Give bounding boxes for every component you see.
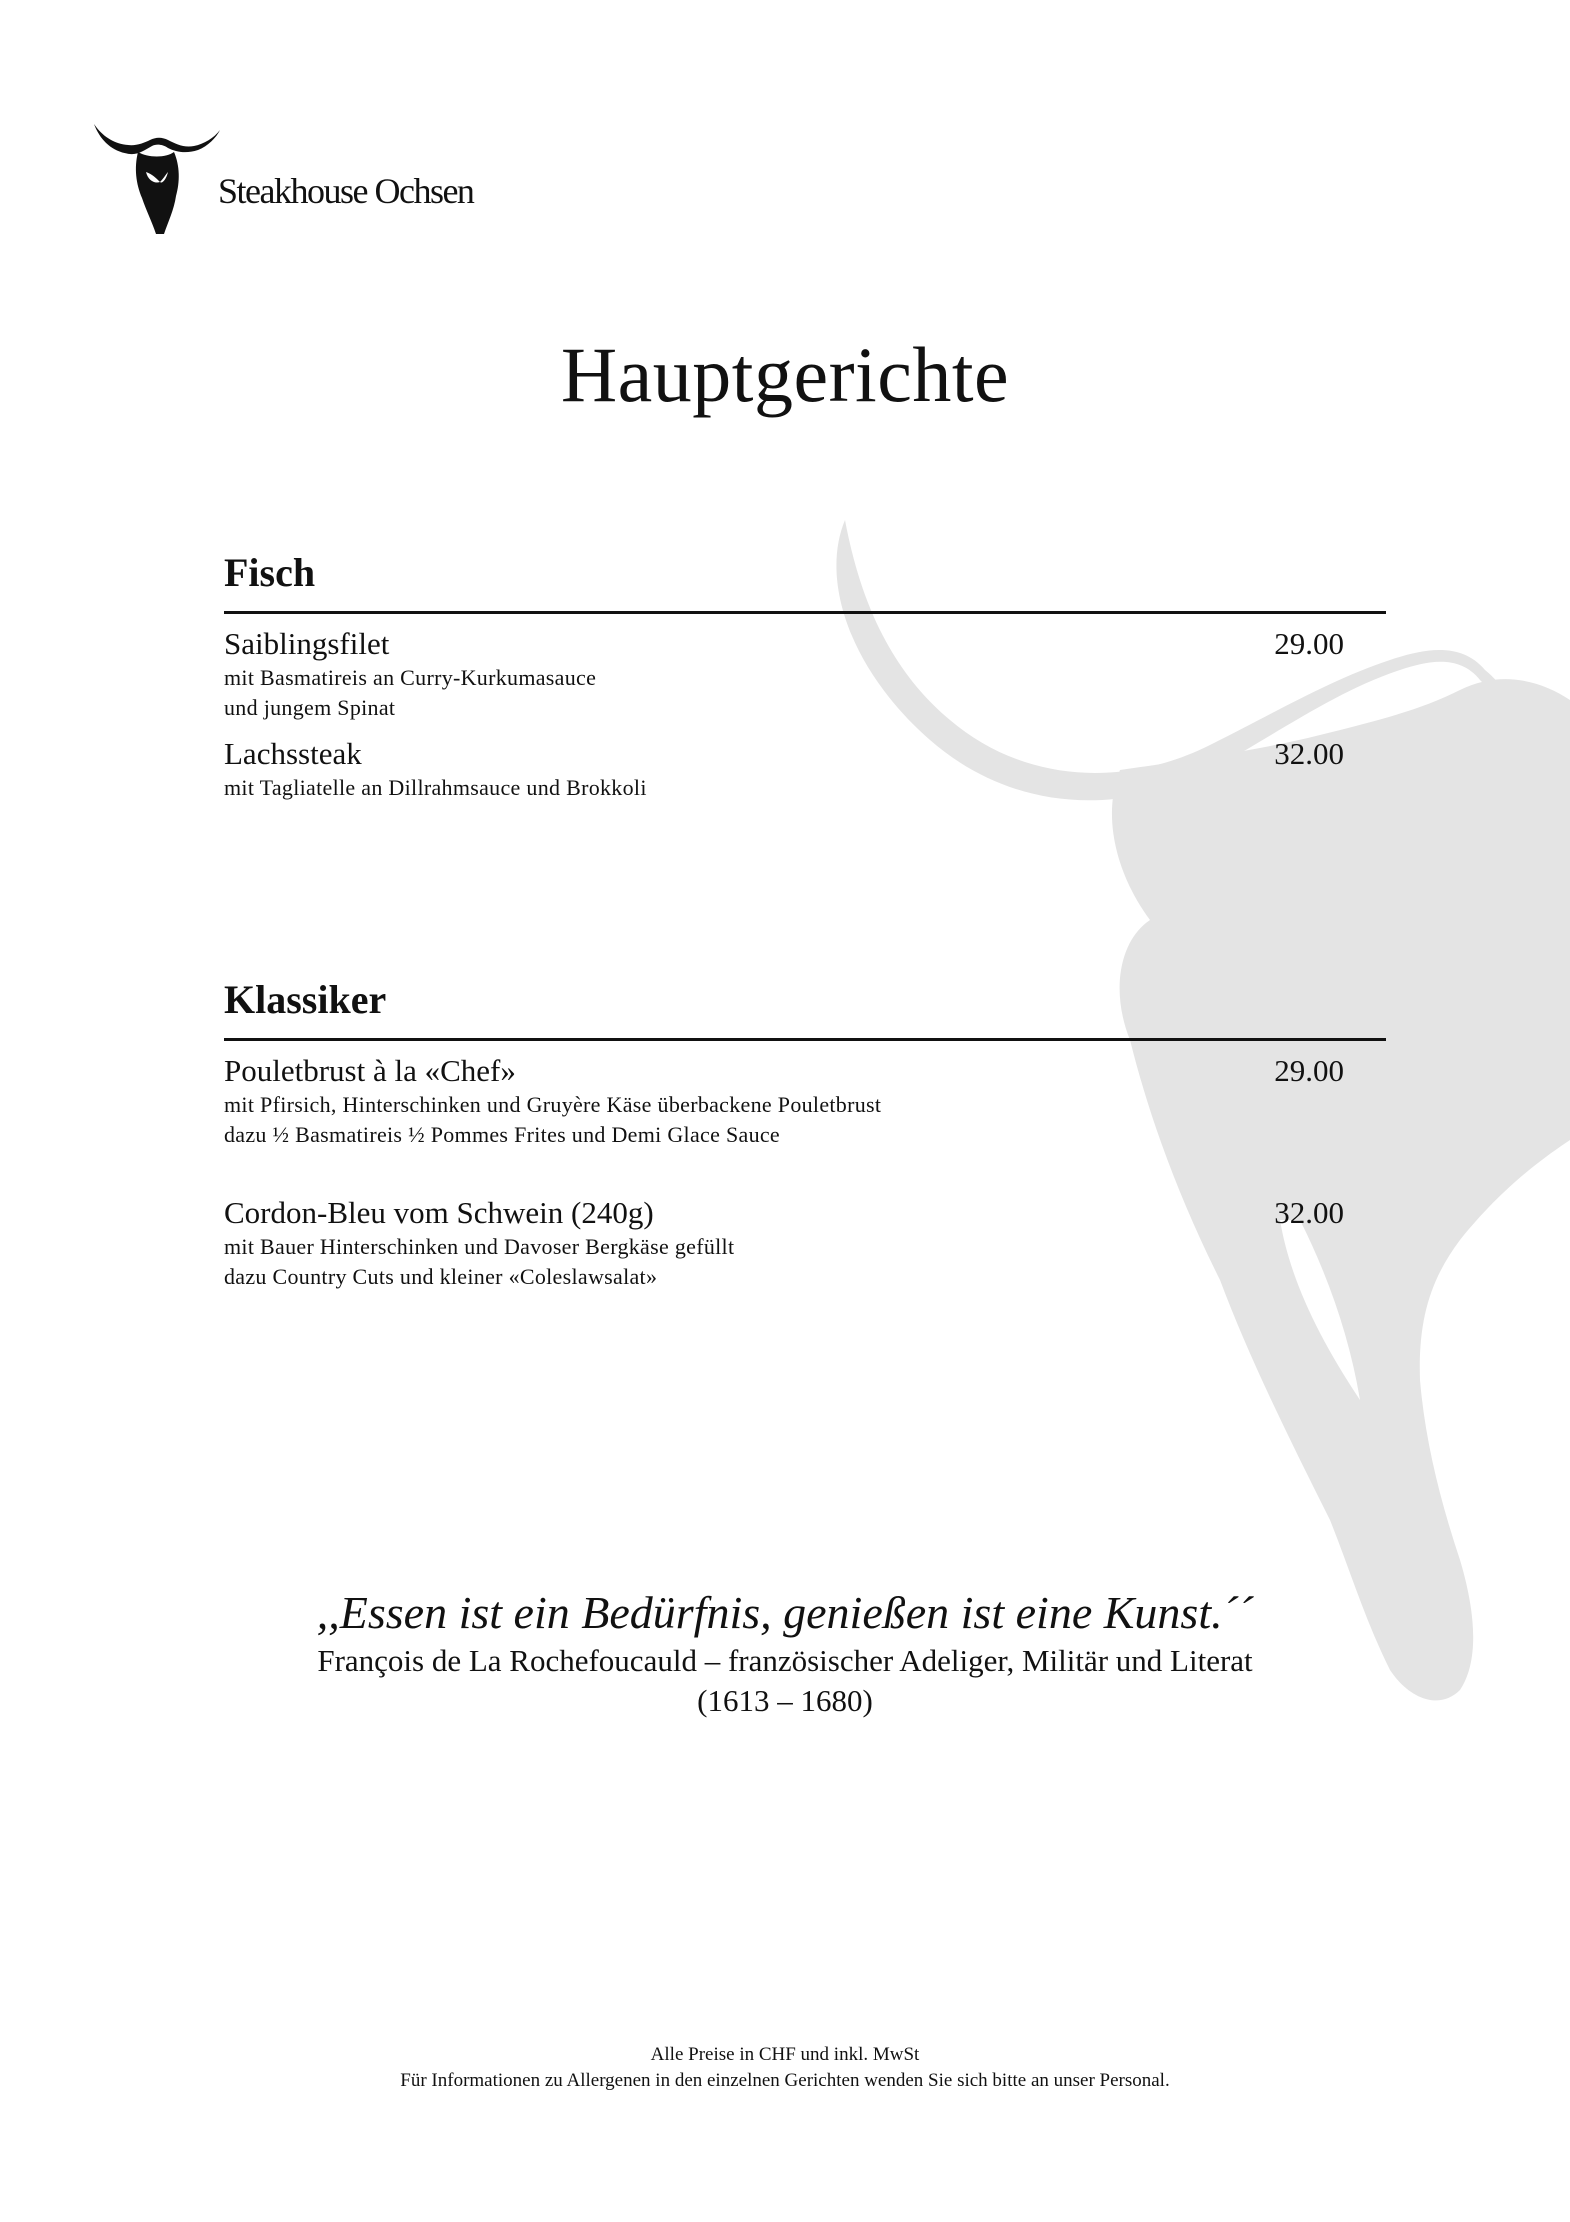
footer-prices-note: Alle Preise in CHF und inkl. MwSt bbox=[650, 2044, 920, 2065]
section-fisch bbox=[224, 545, 1386, 800]
menu-item bbox=[224, 625, 1344, 723]
quote-text: ,,Essen ist ein Bedürfnis, genießen ist eine Kunst.´´ bbox=[316, 1587, 1254, 1638]
item-description: dazu ½ Basmatireis ½ Pommes Frites und Demi Glace Sauce bbox=[224, 1122, 780, 1147]
item-name: Cordon-Bleu vom Schwein (240g) bbox=[224, 1195, 654, 1230]
brand-name: Steakhouse Ochsen bbox=[218, 171, 474, 211]
item-price: 32.00 bbox=[1274, 1195, 1344, 1230]
quote-block bbox=[0, 1585, 1570, 1721]
item-description: mit Bauer Hinterschinken und Davoser Bergkäse gefüllt bbox=[224, 1234, 735, 1259]
item-price: 32.00 bbox=[1274, 736, 1344, 771]
quote-author: François de La Rochefoucauld – französischer Adeliger, Militär und Literat bbox=[317, 1643, 1253, 1678]
menu-item bbox=[224, 1052, 1344, 1150]
item-name: Saiblingsfilet bbox=[224, 626, 390, 661]
item-description: mit Pfirsich, Hinterschinken und Gruyère Käse überbackene Pouletbrust bbox=[224, 1092, 882, 1117]
item-price: 29.00 bbox=[1274, 1053, 1344, 1088]
item-description: mit Tagliatelle an Dillrahmsauce und Brokkoli bbox=[224, 775, 647, 800]
quote-years: (1613 – 1680) bbox=[697, 1683, 873, 1718]
footer bbox=[0, 2042, 1570, 2094]
item-name: Lachssteak bbox=[224, 736, 362, 771]
item-name: Pouletbrust à la «Chef» bbox=[224, 1053, 516, 1088]
brand-logo bbox=[90, 118, 510, 238]
section-title: Fisch bbox=[224, 550, 316, 595]
item-description: und jungem Spinat bbox=[224, 695, 396, 720]
menu-item bbox=[224, 1194, 1344, 1292]
section-divider bbox=[224, 1038, 1386, 1041]
menu-item bbox=[224, 735, 1344, 803]
section-divider bbox=[224, 611, 1386, 614]
page-title: Hauptgerichte bbox=[560, 331, 1010, 418]
bull-skull-icon bbox=[90, 118, 230, 238]
section-klassiker bbox=[224, 972, 1386, 1289]
item-price: 29.00 bbox=[1274, 626, 1344, 661]
item-description: mit Basmatireis an Curry-Kurkumasauce bbox=[224, 665, 597, 690]
item-description: dazu Country Cuts und kleiner «Coleslawsalat» bbox=[224, 1264, 658, 1289]
section-title: Klassiker bbox=[224, 977, 387, 1022]
footer-allergen-note: Für Informationen zu Allergenen in den einzelnen Gerichten wenden Sie sich bitte an unser Personal. bbox=[400, 2070, 1170, 2091]
